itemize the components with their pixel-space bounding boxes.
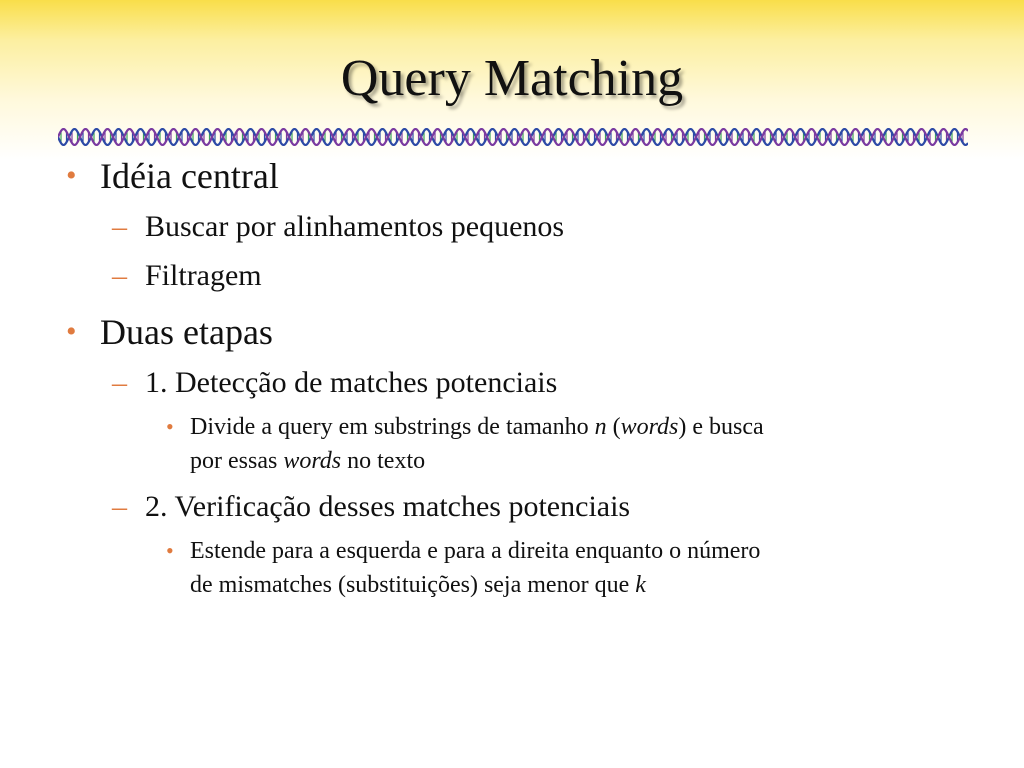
- step2-detail-line1: Estende para a esquerda e para a direita enquanto o número: [190, 538, 761, 564]
- bullet-dot: •: [66, 159, 77, 192]
- slide-title: Query Matching: [340, 50, 684, 107]
- text-segment: (: [606, 414, 621, 440]
- bullet-dot-small: •: [166, 538, 174, 563]
- dash-marker: –: [112, 490, 127, 523]
- bullet-dot: •: [66, 315, 77, 348]
- step-verificacao: 2. Verificação desses matches potenciais: [145, 490, 631, 523]
- step-deteccao: 1. Detecção de matches potenciais: [145, 366, 558, 399]
- text-segment: ) e busca: [678, 414, 764, 440]
- step2-detail-line2: [190, 569, 646, 601]
- bullet-dot-small: •: [166, 414, 174, 439]
- text-segment: por essas: [190, 448, 284, 474]
- step1-detail-line2: [190, 445, 425, 477]
- dash-marker: –: [112, 366, 127, 399]
- text-segment: de mismatches (substituições) seja menor que: [190, 572, 636, 598]
- point-duas-etapas: Duas etapas: [100, 312, 273, 352]
- variable-k: k: [635, 572, 646, 598]
- point-idea-central: Idéia central: [100, 156, 279, 196]
- subpoint-buscar: Buscar por alinhamentos pequenos: [145, 210, 565, 243]
- dash-marker: –: [112, 210, 127, 243]
- step1-detail-line1: [190, 411, 764, 443]
- term-words: words: [283, 448, 342, 474]
- term-words: words: [620, 414, 679, 440]
- dash-marker: –: [112, 259, 127, 292]
- text-segment: no texto: [341, 448, 426, 474]
- variable-n: n: [594, 414, 607, 440]
- text-segment: Divide a query em substrings de tamanho: [190, 414, 595, 440]
- subpoint-filtragem: Filtragem: [145, 259, 262, 292]
